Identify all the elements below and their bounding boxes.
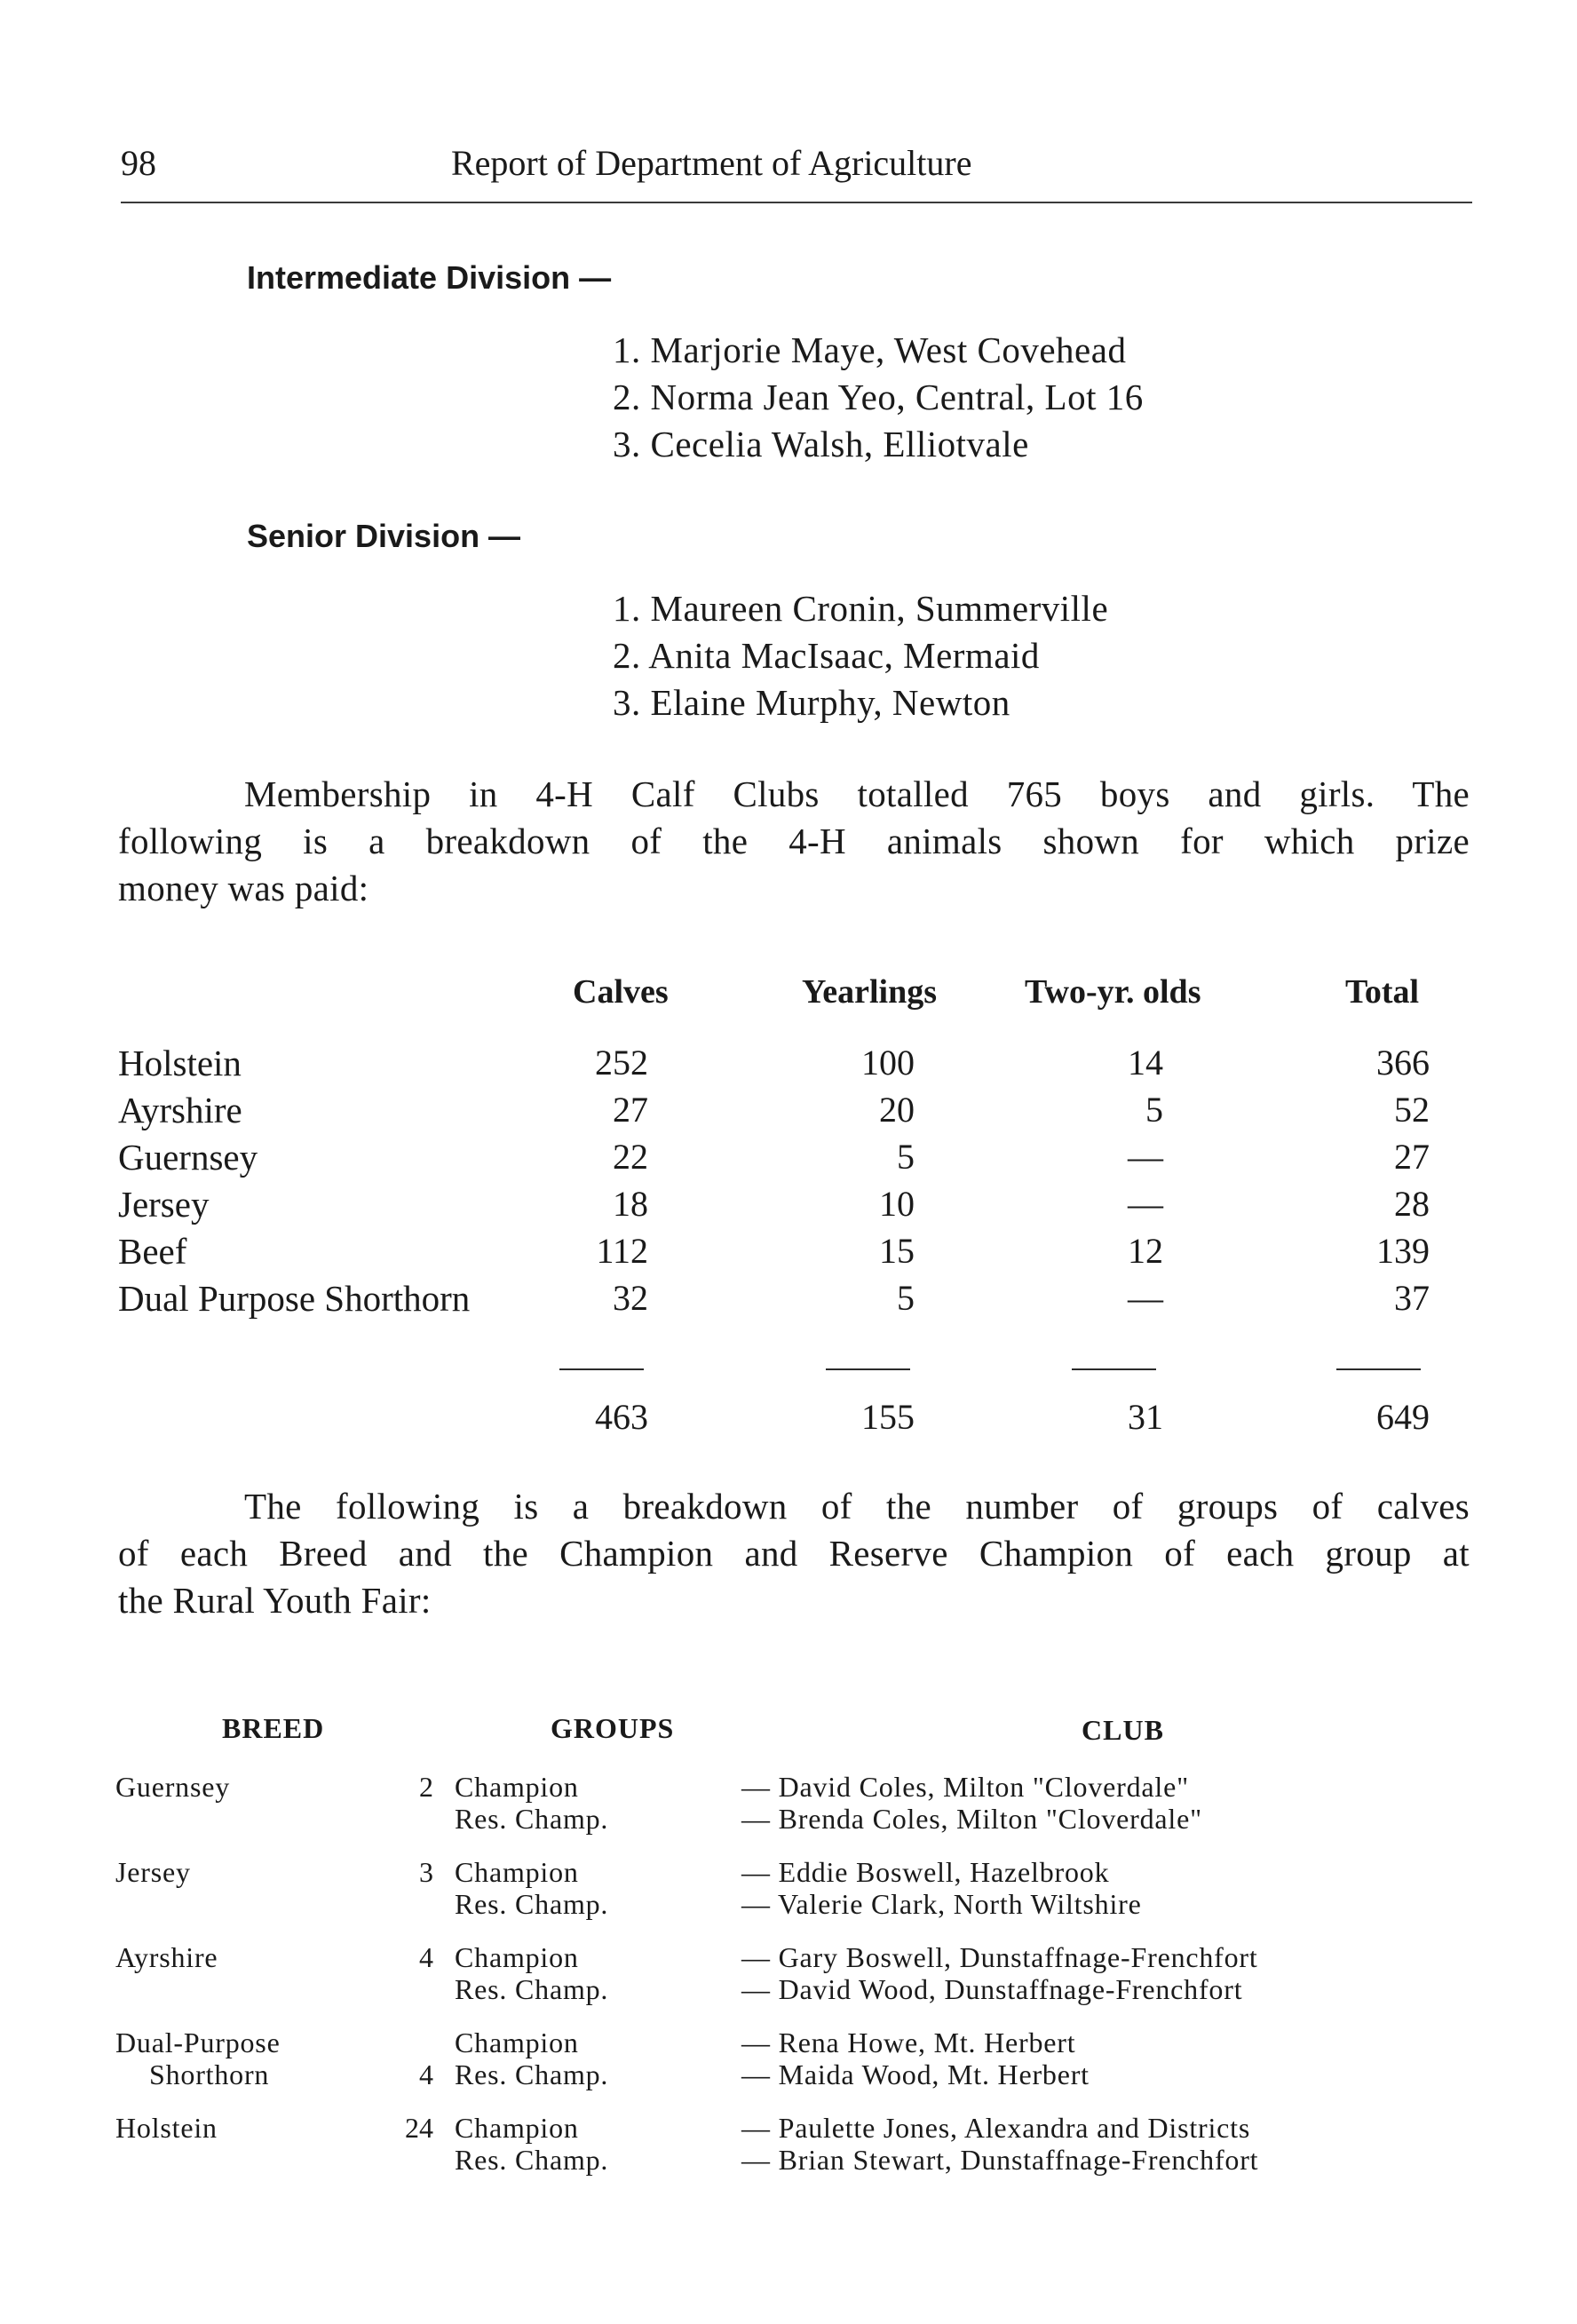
group-breed: Dual-Purpose	[115, 2027, 281, 2058]
row-yearlings: 5	[897, 1278, 915, 1318]
page-number: 98	[121, 143, 156, 183]
group-award-champion: Champion	[455, 1856, 579, 1888]
group-count: 4	[419, 2058, 433, 2090]
senior-winner-2: 2. Anita MacIsaac, Mermaid	[613, 635, 1040, 676]
row-calves: 18	[613, 1184, 648, 1224]
groups-line-3: the Rural Youth Fair:	[118, 1580, 432, 1621]
group-count: 24	[405, 2112, 433, 2144]
row-calves: 22	[613, 1137, 648, 1177]
group-award-reserve: Res. Champ.	[455, 1888, 609, 1920]
row-calves: 27	[613, 1090, 648, 1130]
groups-header-breed: BREED	[222, 1712, 325, 1744]
groups-line-2: of each Breed and the Champion and Reserve Champion of each group at	[118, 1533, 1470, 1574]
senior-winner-3: 3. Elaine Murphy, Newton	[613, 682, 1010, 723]
row-two-yr: 14	[1128, 1043, 1163, 1083]
group-winner-reserve: — Brenda Coles, Milton "Cloverdale"	[741, 1803, 1202, 1835]
group-breed: Guernsey	[115, 1771, 231, 1803]
total-two-yr: 31	[1128, 1397, 1163, 1437]
group-award-reserve: Res. Champ.	[455, 2058, 609, 2090]
row-calves: 112	[596, 1231, 648, 1271]
row-calves: 32	[613, 1278, 648, 1318]
total-total: 649	[1376, 1397, 1430, 1437]
group-breed: Ayrshire	[115, 1941, 218, 1973]
group-count: 3	[419, 1856, 433, 1888]
group-winner-reserve: — David Wood, Dunstaffnage-Frenchfort	[741, 1973, 1243, 2005]
intermediate-division-heading: Intermediate Division —	[247, 259, 612, 296]
group-winner-champion: — Gary Boswell, Dunstaffnage-Frenchfort	[741, 1941, 1258, 1973]
row-total: 366	[1376, 1043, 1430, 1083]
group-count: 4	[419, 1941, 433, 1973]
row-total: 139	[1376, 1231, 1430, 1271]
total-calves: 463	[595, 1397, 648, 1437]
row-breed: Beef	[118, 1231, 187, 1272]
total-rule-calves	[559, 1368, 644, 1370]
col-header-total: Total	[1345, 973, 1420, 1011]
groups-header-groups: GROUPS	[551, 1712, 675, 1744]
row-two-yr: —	[1128, 1278, 1163, 1318]
group-breed: Jersey	[115, 1856, 191, 1888]
groups-header-club: CLUB	[1082, 1714, 1164, 1746]
membership-paragraph	[118, 771, 1470, 912]
total-rule-two-yr	[1072, 1368, 1156, 1370]
row-total: 28	[1394, 1184, 1430, 1224]
total-rule-total	[1336, 1368, 1421, 1370]
membership-line-2: following is a breakdown of the 4-H animals shown for which prize	[118, 821, 1470, 861]
intermediate-winner-2: 2. Norma Jean Yeo, Central, Lot 16	[613, 377, 1144, 417]
groups-paragraph	[118, 1483, 1470, 1624]
group-winner-champion: — David Coles, Milton "Cloverdale"	[741, 1771, 1189, 1803]
group-award-champion: Champion	[455, 1941, 579, 1973]
groups-line-1: The following is a breakdown of the number of groups of calves	[244, 1486, 1470, 1527]
row-two-yr: —	[1128, 1184, 1163, 1224]
group-award-reserve: Res. Champ.	[455, 2144, 609, 2176]
header-rule	[121, 202, 1472, 203]
group-award-champion: Champion	[455, 1771, 579, 1803]
total-rule-yearlings	[826, 1368, 910, 1370]
senior-winner-1: 1. Maureen Cronin, Summerville	[613, 588, 1109, 629]
row-breed: Jersey	[118, 1184, 210, 1225]
row-total: 27	[1394, 1137, 1430, 1177]
row-yearlings: 10	[879, 1184, 915, 1224]
col-header-yearlings: Yearlings	[802, 973, 937, 1011]
group-winner-champion: — Eddie Boswell, Hazelbrook	[741, 1856, 1110, 1888]
row-yearlings: 15	[879, 1231, 915, 1271]
group-count: 2	[419, 1771, 433, 1803]
total-yearlings: 155	[861, 1397, 915, 1437]
group-breed-line-2: Shorthorn	[149, 2058, 270, 2090]
row-breed: Guernsey	[118, 1137, 258, 1178]
group-winner-reserve: — Brian Stewart, Dunstaffnage-Frenchfort	[741, 2144, 1259, 2176]
group-winner-champion: — Paulette Jones, Alexandra and Districts	[741, 2112, 1251, 2144]
row-calves: 252	[595, 1043, 648, 1083]
row-yearlings: 20	[879, 1090, 915, 1130]
group-winner-champion: — Rena Howe, Mt. Herbert	[741, 2027, 1076, 2058]
intermediate-winner-3: 3. Cecelia Walsh, Elliotvale	[613, 424, 1029, 464]
row-breed: Ayrshire	[118, 1090, 242, 1130]
membership-line-1: Membership in 4-H Calf Clubs totalled 765 boys and girls. The	[244, 773, 1470, 814]
group-winner-reserve: — Maida Wood, Mt. Herbert	[741, 2058, 1090, 2090]
group-award-champion: Champion	[455, 2112, 579, 2144]
senior-division-heading: Senior Division —	[247, 518, 521, 554]
membership-line-3: money was paid:	[118, 868, 369, 908]
group-winner-reserve: — Valerie Clark, North Wiltshire	[741, 1888, 1142, 1920]
col-header-two-yr-olds: Two-yr. olds	[1025, 973, 1201, 1011]
row-total: 52	[1394, 1090, 1430, 1130]
group-award-reserve: Res. Champ.	[455, 1803, 609, 1835]
col-header-calves: Calves	[573, 973, 669, 1011]
intermediate-winner-1: 1. Marjorie Maye, West Covehead	[613, 329, 1127, 370]
row-two-yr: —	[1128, 1137, 1163, 1177]
row-breed: Dual Purpose Shorthorn	[118, 1278, 471, 1319]
group-breed: Holstein	[115, 2112, 218, 2144]
row-total: 37	[1394, 1278, 1430, 1318]
row-breed: Holstein	[118, 1043, 242, 1083]
row-yearlings: 5	[897, 1137, 915, 1177]
running-title: Report of Department of Agriculture	[451, 143, 972, 183]
row-two-yr: 5	[1145, 1090, 1163, 1130]
row-yearlings: 100	[861, 1043, 915, 1083]
group-award-reserve: Res. Champ.	[455, 1973, 609, 2005]
group-award-champion: Champion	[455, 2027, 579, 2058]
row-two-yr: 12	[1128, 1231, 1163, 1271]
